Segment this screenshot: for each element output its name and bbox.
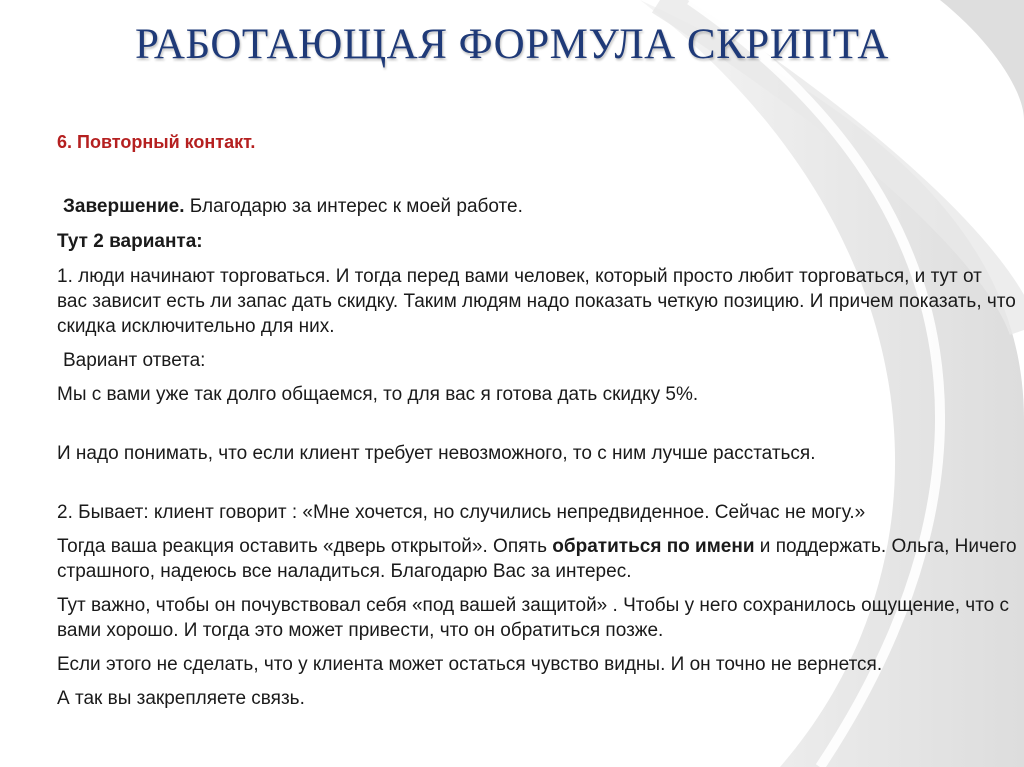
reaction-text [57,534,1017,584]
completion-text: Благодарю за интерес к моей работе. [184,196,523,217]
answer-label: Вариант ответа: [63,350,206,371]
reaction-after: и поддержать. Ольга, Ничего страшного, надеюсь все наладиться. Благодарю Вас за интерес. [57,536,1017,582]
section-title: 6. Повторный контакт. [57,132,256,152]
variants-heading-text: Тут 2 варианта: [57,231,203,252]
variant-2: 2. Бывает: клиент говорит : «Мне хочется, но случились непредвиденное. Сейчас не могу.» [57,502,866,523]
completion-label: Завершение. [63,196,185,217]
reaction-before: Тогда ваша реакция оставить «дверь открытой». Опять [57,536,553,557]
slide-content [57,130,1017,711]
variant-1: 1. люди начинают торговаться. И тогда перед вами человек, который просто любит торговаться, и тут от вас зависит есть ли запас дать скидку. Таким людям надо показать четкую позицию. И причем показать, что скидка исключительно для них. [57,266,1016,337]
impossible-text: И надо понимать, что если клиент требует невозможного, то с ним лучше расстаться. [57,443,816,464]
completion-line [57,194,1017,219]
variants-heading [57,229,1017,254]
closing-text: А так вы закрепляете связь. [57,688,305,709]
important-text: Тут важно, чтобы он почувствовал себя «под вашей защитой» . Чтобы у него сохранилось ощущение, что с вами хорошо. И тогда это может привести, что он обратиться позже. [57,595,1010,641]
answer-text: Мы с вами уже так долго общаемся, то для вас я готова дать скидку 5%. [57,384,699,405]
slide-title: РАБОТАЮЩАЯ ФОРМУЛА СКРИПТА [135,21,889,68]
reaction-bold: обратиться по имени [552,536,755,557]
if-not-text: Если этого не сделать, что у клиента может остаться чувство видны. И он точно не вернется. [57,654,883,675]
